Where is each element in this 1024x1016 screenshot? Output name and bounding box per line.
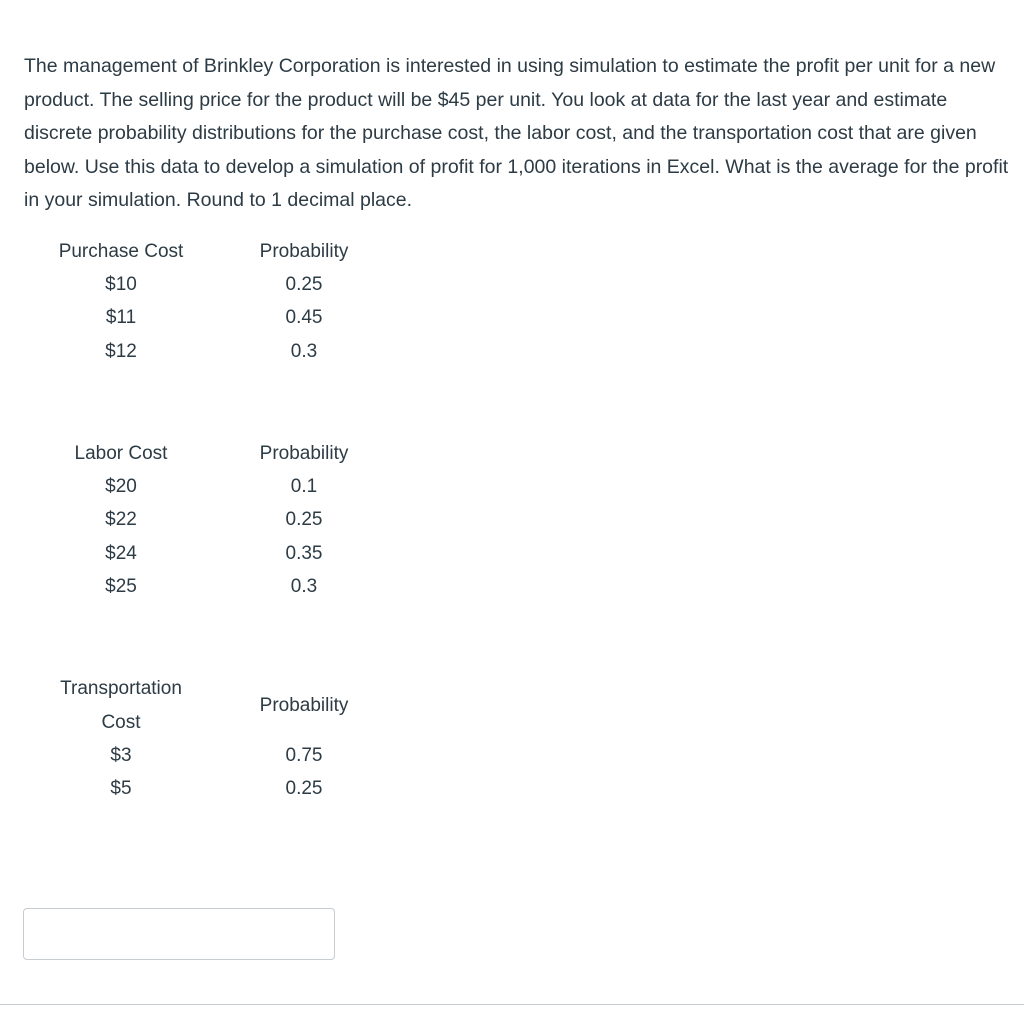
probability-cell: 0.75 [285,744,323,766]
cost-cell: $12 [105,340,137,362]
transportation-cost-header-line1: Transportation [60,678,182,699]
table-header-row [26,672,392,739]
table-row [26,335,392,369]
table-row [26,268,392,302]
cost-cell: $22 [105,509,137,531]
bottom-divider [0,1004,1024,1005]
question-text: The management of Brinkley Corporation is interested in using simulation to estimate the profit per unit for a new product. The selling price for the product will be $45 per unit. You look at data for the last year and estimate discrete probability distributions for the purchase cost, the labor cost, and the transportation cost that are given below. Use this data to develop a simulation of profit for 1,000 iterations in Excel. What is the average for the profit in your simulation. Round to 1 decimal place. [24,55,1009,211]
cost-cell: $25 [105,576,137,598]
table-header-row [26,235,392,268]
probability-cell: 0.25 [285,273,323,295]
transportation-cost-header [26,672,216,739]
probability-cell: 0.35 [285,542,323,564]
table-row [26,739,392,773]
transportation-cost-table [26,672,392,806]
cost-cell: $3 [110,744,132,766]
table-row [26,537,392,571]
probability-header: Probability [259,240,349,262]
probability-cell: 0.25 [285,509,323,531]
purchase-cost-table [26,235,392,369]
cost-cell: $10 [105,273,137,295]
table-row [26,571,392,605]
table-row [26,470,392,504]
probability-header: Probability [259,442,349,464]
cost-cell: $11 [105,307,137,329]
labor-cost-table [26,437,392,604]
probability-cell: 0.1 [290,475,318,497]
probability-cell: 0.3 [290,576,318,598]
answer-input[interactable] [23,908,335,960]
purchase-cost-header: Purchase Cost [58,240,184,262]
probability-cell: 0.45 [285,307,323,329]
probability-header: Probability [259,694,349,716]
probability-cell: 0.3 [290,340,318,362]
table-header-row [26,437,392,470]
transportation-cost-header-line2: Cost [101,711,141,733]
cost-cell: $20 [105,475,137,497]
table-row [26,504,392,538]
labor-cost-header: Labor Cost [74,442,168,464]
table-row [26,773,392,807]
cost-cell: $24 [105,542,137,564]
cost-cell: $5 [110,778,132,800]
table-row [26,302,392,336]
probability-cell: 0.25 [285,778,323,800]
